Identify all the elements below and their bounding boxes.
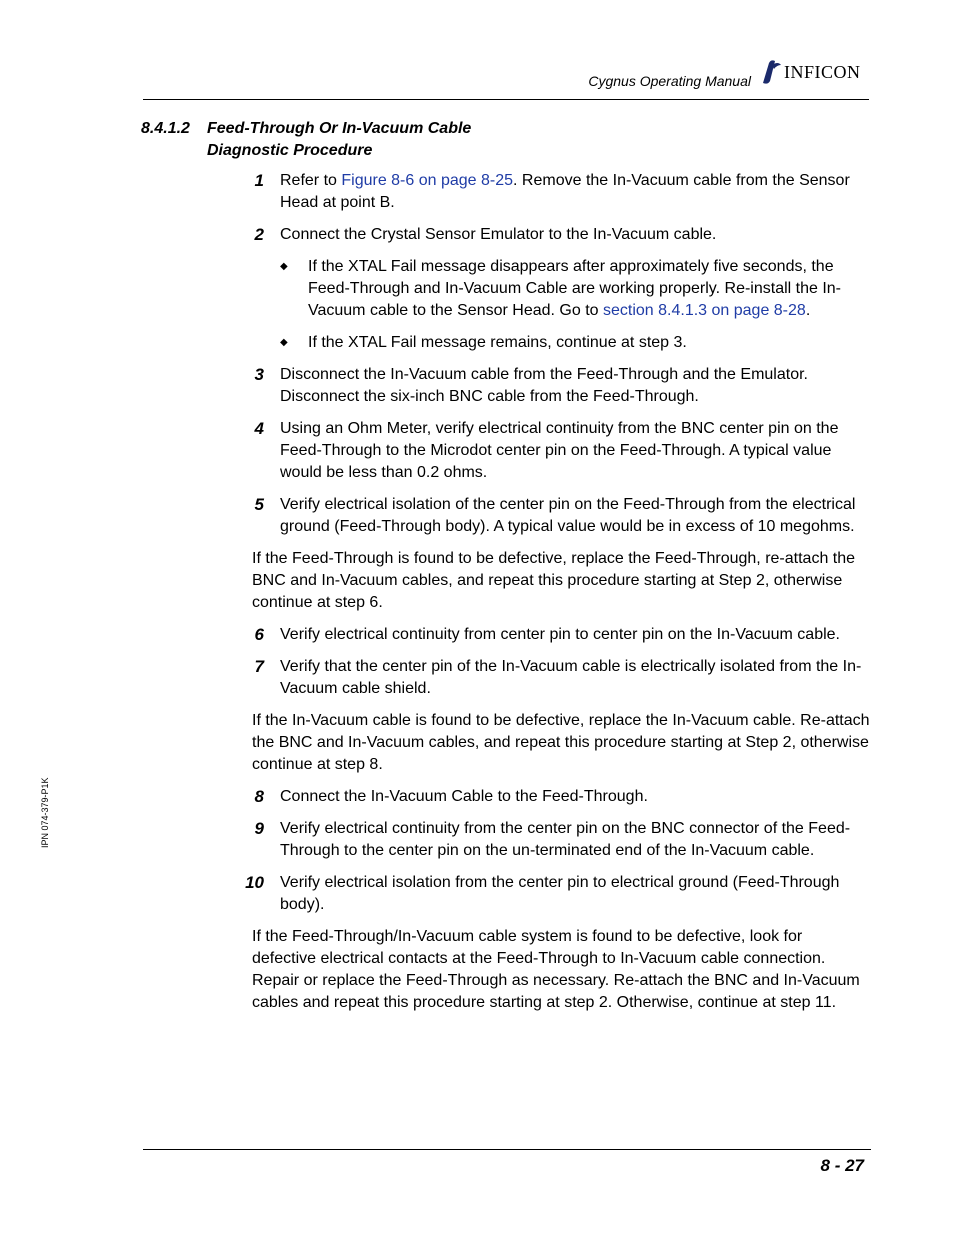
step-number: 4: [254, 419, 264, 438]
step-number: 5: [254, 495, 264, 514]
step-text: . Remove the In-Vacuum cable from the Sensor Head at point B.: [280, 172, 850, 211]
step-text: Connect the Crystal Sensor Emulator to the In-Vacuum cable.: [280, 226, 717, 243]
step-text: Verify electrical isolation of the center pin on the Feed-Through from the electrical ground (Feed-Through body). A typical value would be in excess of 10 megohms.: [280, 496, 856, 535]
step-1: [252, 170, 870, 214]
bullet-text: .: [805, 302, 811, 319]
manual-title: Cygnus Operating Manual: [588, 73, 751, 89]
bullet-text: If the XTAL Fail message remains, continue at step 3.: [308, 334, 687, 351]
page-number: 8 - 27: [820, 1156, 864, 1175]
step-number: 3: [254, 365, 264, 384]
document-code: IPN 074-379-P1K: [40, 777, 50, 848]
section-heading: [141, 118, 471, 162]
step-9: [252, 818, 870, 862]
step-number: 8: [254, 787, 264, 806]
step-text: Disconnect the In-Vacuum cable from the Feed-Through and the Emulator. Disconnect the six-inch BNC cable from the Feed-Through.: [280, 366, 808, 405]
step-text: Connect the In-Vacuum Cable to the Feed-Through.: [280, 788, 648, 805]
step-number: 7: [254, 657, 264, 676]
step-number: 1: [254, 171, 264, 190]
paragraph: If the Feed-Through/In-Vacuum cable system is found to be defective, look for defective electrical contacts at the Feed-Through to In-Vacuum cable connection. Repair or replace the Feed-Through as necessary. Re-attach the BNC and In-Vacuum cables and repeat this procedure starting at step 2. Otherwise, continue at step 11.: [252, 928, 860, 1011]
step-6: [252, 624, 870, 646]
section-title-line2: Diagnostic Procedure: [207, 142, 373, 159]
bullet-text: If the XTAL Fail message disappears after approximately five seconds, the Feed-Through and In-Vacuum Cable are working properly. Re-install the In-Vacuum cable to the Sensor Head. Go to: [308, 258, 841, 319]
step-text: Verify electrical isolation from the center pin to electrical ground (Feed-Through body).: [280, 874, 840, 913]
paragraph: If the Feed-Through is found to be defective, replace the Feed-Through, re-attach the BNC and In-Vacuum cables, and repeat this procedure starting at Step 2, otherwise continue at step 6.: [252, 550, 856, 611]
section-link[interactable]: section 8.4.1.3 on page 8-28: [602, 302, 806, 319]
step-5: [252, 494, 870, 538]
step-text: Verify electrical continuity from the center pin on the BNC connector of the Feed-Through to the center pin on the un-terminated end of the In-Vacuum cable.: [280, 820, 851, 859]
step-7: [252, 656, 870, 700]
diamond-bullet-icon: ◆: [280, 337, 288, 348]
logo-text: INFICON: [784, 61, 861, 82]
step-number: 10: [245, 873, 264, 892]
footer-rule: [143, 1149, 871, 1150]
step-number: 6: [254, 625, 264, 644]
section-title-line1: Feed-Through Or In-Vacuum Cable: [207, 120, 472, 137]
procedure-content: [245, 170, 870, 1024]
step-3: [252, 364, 870, 408]
paragraph: If the In-Vacuum cable is found to be defective, replace the In-Vacuum cable. Re-attach the BNC and In-Vacuum cables, and repeat this procedure starting at Step 2, otherwise continue at step 8.: [252, 712, 870, 773]
step-4: [252, 418, 870, 484]
step-text: Verify electrical continuity from center pin to center pin on the In-Vacuum cable.: [280, 626, 840, 643]
figure-link[interactable]: Figure 8-6 on page 8-25: [341, 172, 514, 189]
header-rule: [143, 99, 869, 100]
inficon-logo-icon: [760, 59, 782, 85]
bullet-item: [252, 332, 870, 354]
step-number: 2: [254, 225, 264, 244]
step-2: [252, 224, 870, 246]
section-number: 8.4.1.2: [141, 120, 190, 137]
inficon-logo: [760, 58, 861, 86]
step-text: Using an Ohm Meter, verify electrical continuity from the BNC center pin on the Feed-Through to the Microdot center pin on the Feed-Through. A typical value would be less than 0.2 ohms.: [280, 420, 839, 481]
bullet-item: [252, 256, 870, 322]
step-text: Verify that the center pin of the In-Vacuum cable is electrically isolated from the In-Vacuum cable shield.: [280, 658, 862, 697]
diamond-bullet-icon: ◆: [280, 261, 288, 272]
step-number: 9: [254, 819, 264, 838]
step-8: [252, 786, 870, 808]
step-text: Refer to: [280, 172, 342, 189]
step-10: [245, 872, 870, 916]
